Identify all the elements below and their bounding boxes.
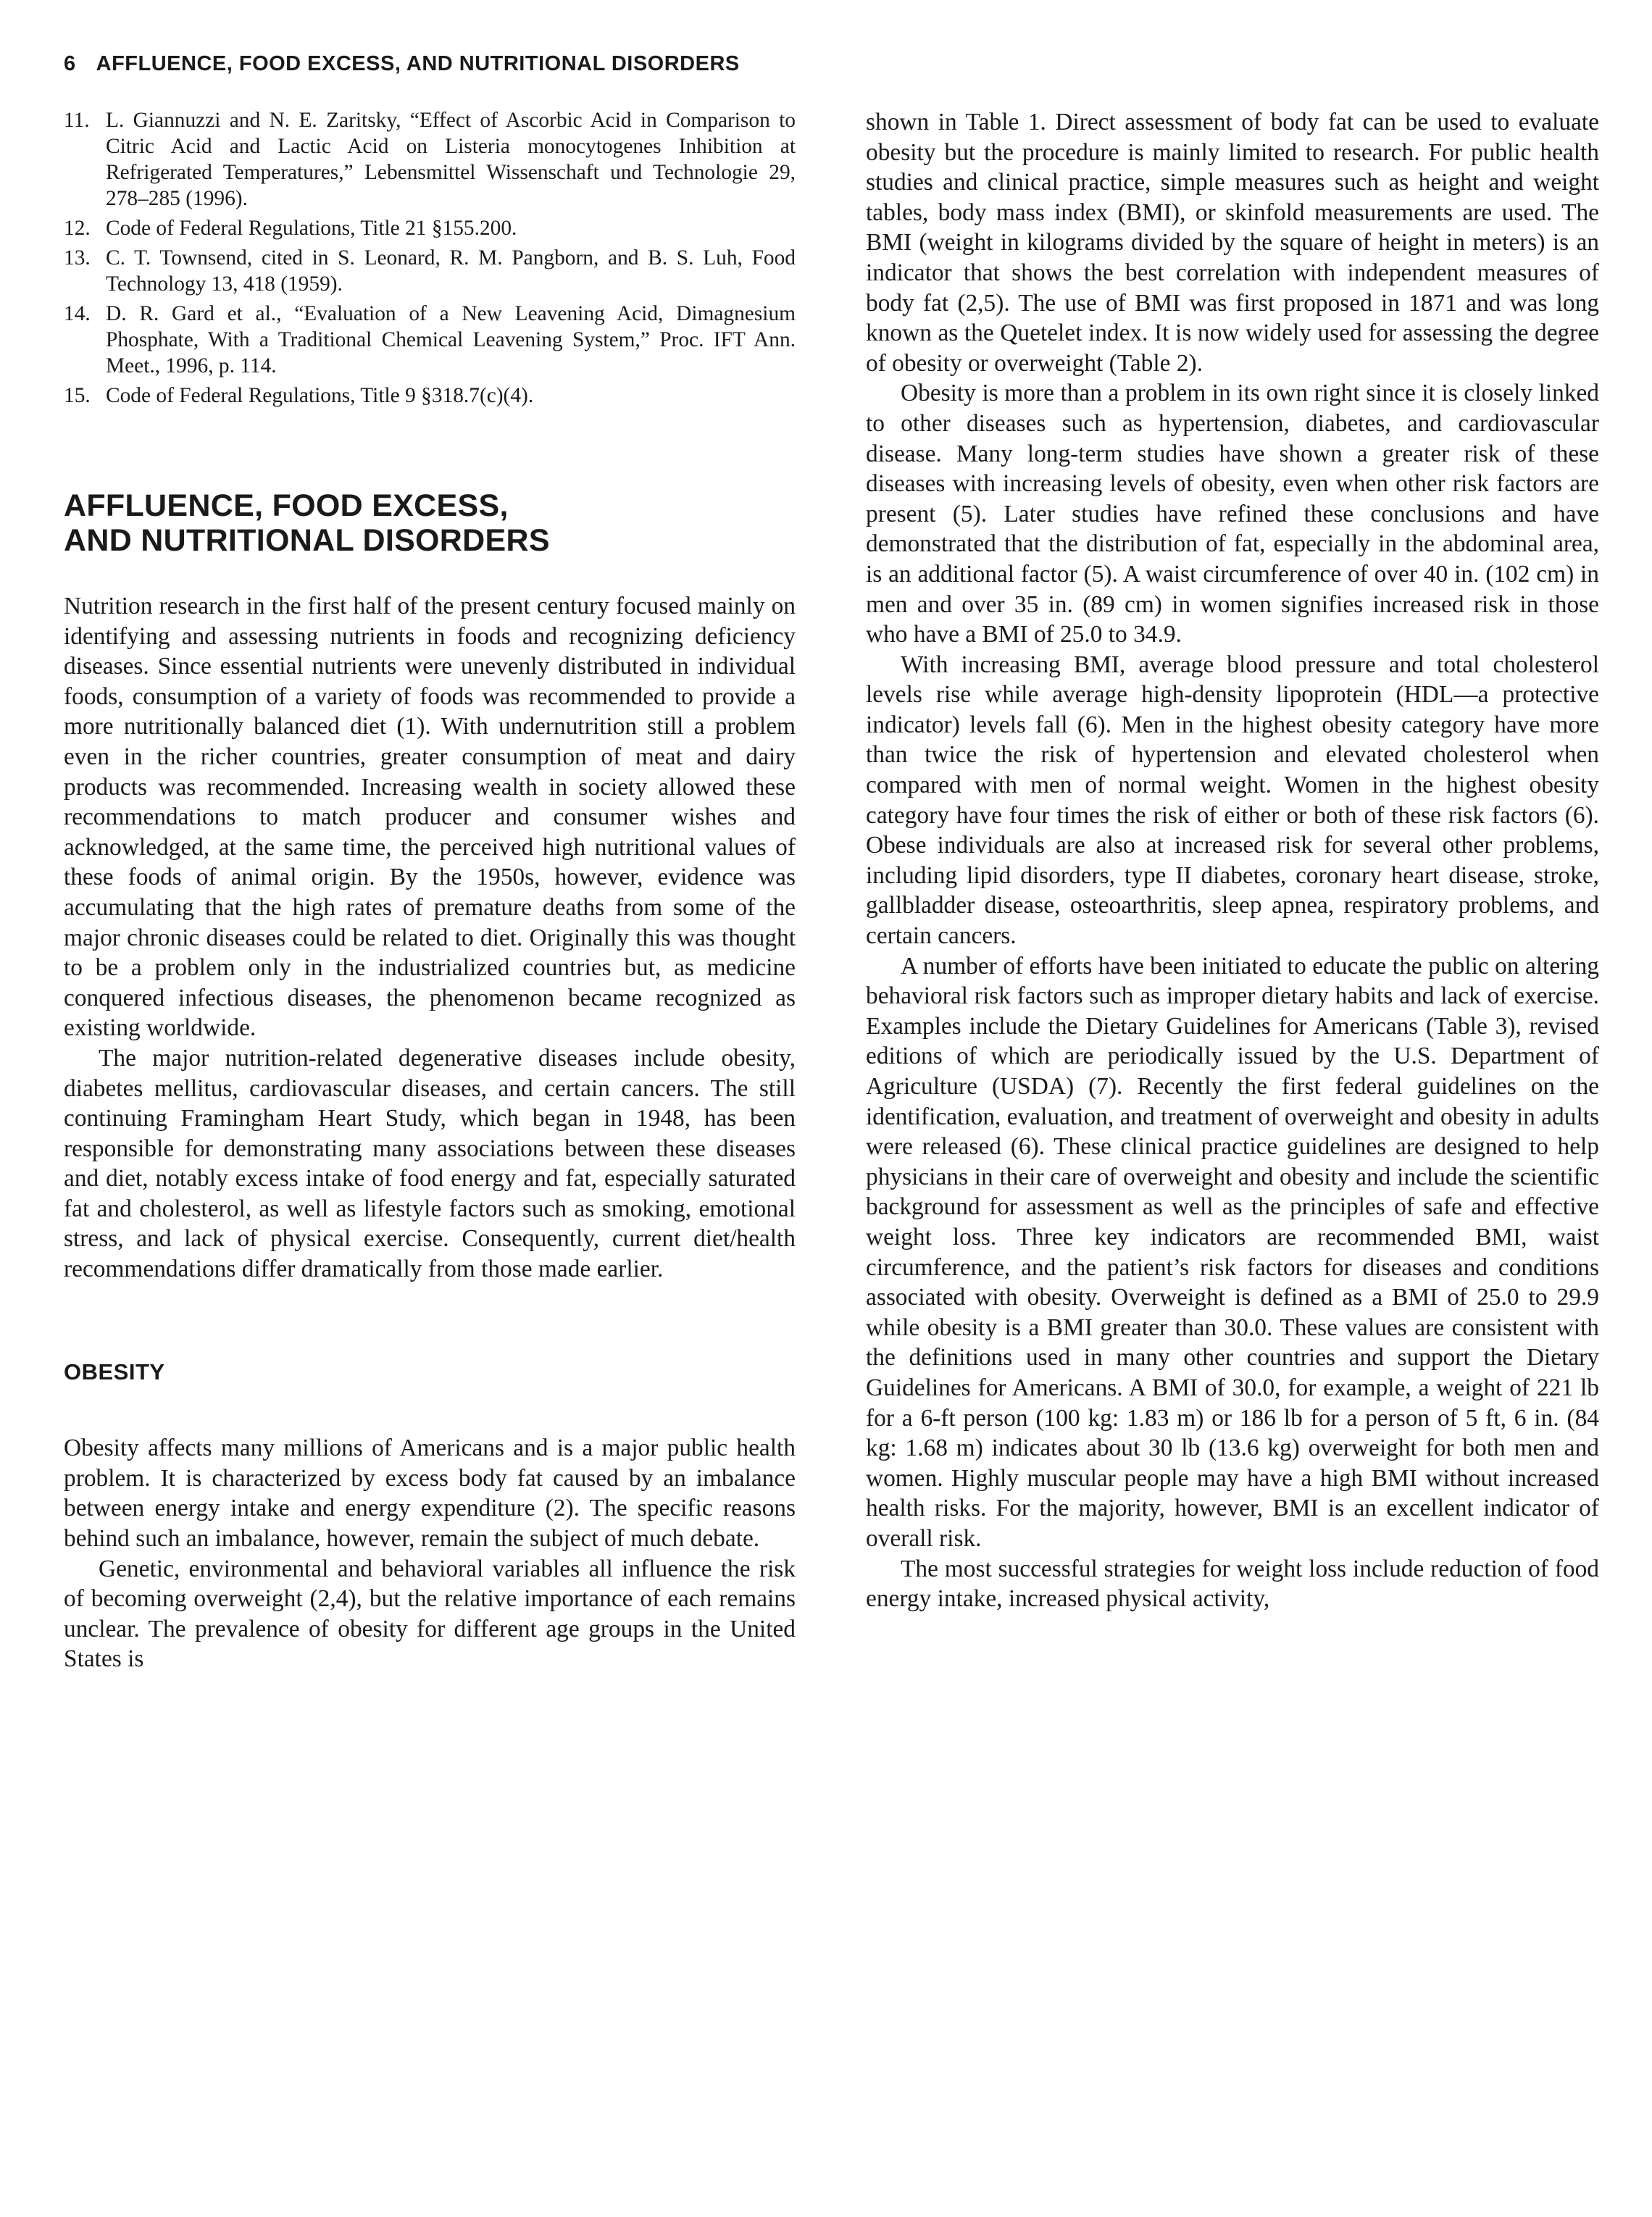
body-paragraph: Obesity is more than a problem in its own right since it is closely linked to other diseases such as hypertension, diabetes, and cardiovascular disease. Many long-term studies have shown a greater risk of these diseases with increasing levels of obesity, even when other risk factors are present (5). Later studies have refined these conclusions and have demonstrated that the distribution of fat, especially in the abdominal area, is an additional factor (5). A waist circumference of over 40 in. (102 cm) in men and over 35 in. (89 cm) in women signifies increased risk in those who have a BMI of 25.0 to 34.9. [866,380,1599,648]
reference-list [64,107,796,409]
article-title-line: AND NUTRITIONAL DISORDERS [64,523,550,558]
right-column [866,107,1599,1614]
page-number: 6 [64,52,76,75]
body-paragraph: A number of efforts have been initiated to educate the public on altering behavioral risk factors such as improper dietary habits and lack of exercise. Examples include the Dietary Guidelines for Americans (Table 3), revised editions of which are periodically issued by the U.S. Department of Agriculture (USDA) (7). Recently the first federal guidelines on the identification, evaluation, and treatment of overweight and obesity in adults were released (6). These clinical practice guidelines are designed to help physicians in their care of overweight and obesity and include the scientific background for assessment as well as the principles of safe and effective weight loss. Three key indicators are recommended BMI, waist circumference, and the patient’s risk factors for diseases and conditions associated with obesity. Overweight is defined as a BMI of 25.0 to 29.9 while obesity is a BMI greater than 30.0. These values are consistent with the definitions used in many other countries and support the Dietary Guidelines for Americans. A BMI of 30.0, for example, a weight of 221 lb for a 6-ft person (100 kg: 1.83 m) or 186 lb for a person of 5 ft, 6 in. (84 kg: 1.68 m) indicates about 30 lb (13.6 kg) overweight for both men and women. Highly muscular people may have a high BMI without increased health risks. For the majority, however, BMI is an excellent indicator of overall risk. [866,952,1599,1552]
reference-text: L. Giannuzzi and N. E. Zaritsky, “Effect of Ascorbic Acid in Comparison to Citric Acid and Lactic Acid on Listeria monocytogenes Inhibition at Refrigerated Temperatures,” Lebensmittel Wissenschaft und Technologie 29, 278–285 (1996). [106,109,796,210]
reference-number: 11. [64,109,90,132]
body-paragraph: shown in Table 1. Direct assessment of body fat can be used to evaluate obesity but the procedure is mainly limited to research. For public health studies and clinical practice, simple measures such as height and weight tables, body mass index (BMI), or skinfold measurements are used. The BMI (weight in kilograms divided by the square of height in meters) is an indicator that shows the best correlation with independent measures of body fat (2,5). The use of BMI was first proposed in 1871 and was long known as the Quetelet index. It is now widely used for assessing the degree of obesity or overweight (Table 2). [866,109,1599,377]
reference-number: 14. [64,302,91,325]
body-paragraph: The most successful strategies for weight loss include reduction of food energy intake, increased physical activity, [866,1555,1599,1613]
section-heading-obesity: OBESITY [64,1358,165,1385]
reference-item [64,383,796,409]
running-title: AFFLUENCE, FOOD EXCESS, AND NUTRITIONAL DISORDERS [96,52,740,75]
reference-number: 12. [64,217,91,240]
reference-item [64,107,796,212]
body-paragraph: Obesity affects many millions of Americans and is a major public health problem. It is characterized by excess body fat caused by an imbalance between energy intake and energy expenditure (2). The specific reasons behind such an imbalance, however, remain the subject of much debate. [64,1435,796,1553]
running-header [64,52,740,76]
body-paragraph: Nutrition research in the first half of the present century focused mainly on identifying and assessing nutrients in foods and recognizing deficiency diseases. Since essential nutrients were unevenly distributed in individual foods, consumption of a variety of foods was recommended to provide a more nutritionally balanced diet (1). With undernutrition still a problem even in the richer countries, greater consumption of meat and dairy products was recommended. Increasing wealth in society allowed these recommendations to match producer and consumer wishes and acknowledged, at the same time, the perceived high nutritional values of these foods of animal origin. By the 1950s, however, evidence was accumulating that the high rates of premature deaths from some of the major chronic diseases could be related to diet. Originally this was thought to be a problem only in the industrialized countries but, as medicine conquered infectious diseases, the phenomenon became recognized as existing worldwide. [64,593,796,1042]
body-paragraph: The major nutrition-related degenerative diseases include obesity, diabetes mellitus, cardiovascular diseases, and certain cancers. The still continuing Framingham Heart Study, which began in 1948, has been responsible for demonstrating many associations between these diseases and diet, notably excess intake of food energy and fat, especially saturated fat and cholesterol, as well as lifestyle factors such as smoking, emotional stress, and lack of physical exercise. Consequently, current diet/health recommendations differ dramatically from those made earlier. [64,1044,796,1283]
reference-item [64,301,796,379]
reference-item [64,245,796,297]
reference-text: C. T. Townsend, cited in S. Leonard, R. M. Pangborn, and B. S. Luh, Food Technology 13, 418 (1959). [106,246,796,296]
article-title [64,488,796,558]
reference-number: 13. [64,246,91,270]
reference-text: D. R. Gard et al., “Evaluation of a New Leavening Acid, Dimagnesium Phosphate, With a Traditional Chemical Leavening System,” Proc. IFT Ann. Meet., 1996, p. 114. [106,302,796,377]
left-column [64,107,796,1674]
reference-item [64,215,796,241]
reference-number: 15. [64,384,91,407]
reference-text: Code of Federal Regulations, Title 9 §318.7(c)(4). [106,384,534,407]
body-paragraph: With increasing BMI, average blood pressure and total cholesterol levels rise while average high-density lipoprotein (HDL—a protective indicator) levels fall (6). Men in the highest obesity category have more than twice the risk of hypertension and elevated cholesterol when compared with men of normal weight. Women in the highest obesity category have four times the risk of either or both of these risk factors (6). Obese individuals are also at increased risk for several other problems, including lipid disorders, type II diabetes, coronary heart disease, stroke, gallbladder disease, osteoarthritis, sleep apnea, respiratory problems, and certain cancers. [866,651,1599,950]
body-paragraph: Genetic, environmental and behavioral variables all influence the risk of becoming overweight (2,4), but the relative importance of each remains unclear. The prevalence of obesity for different age groups in the United States is [64,1555,796,1673]
article-title-line: AFFLUENCE, FOOD EXCESS, [64,488,509,523]
reference-text: Code of Federal Regulations, Title 21 §155.200. [106,217,517,240]
